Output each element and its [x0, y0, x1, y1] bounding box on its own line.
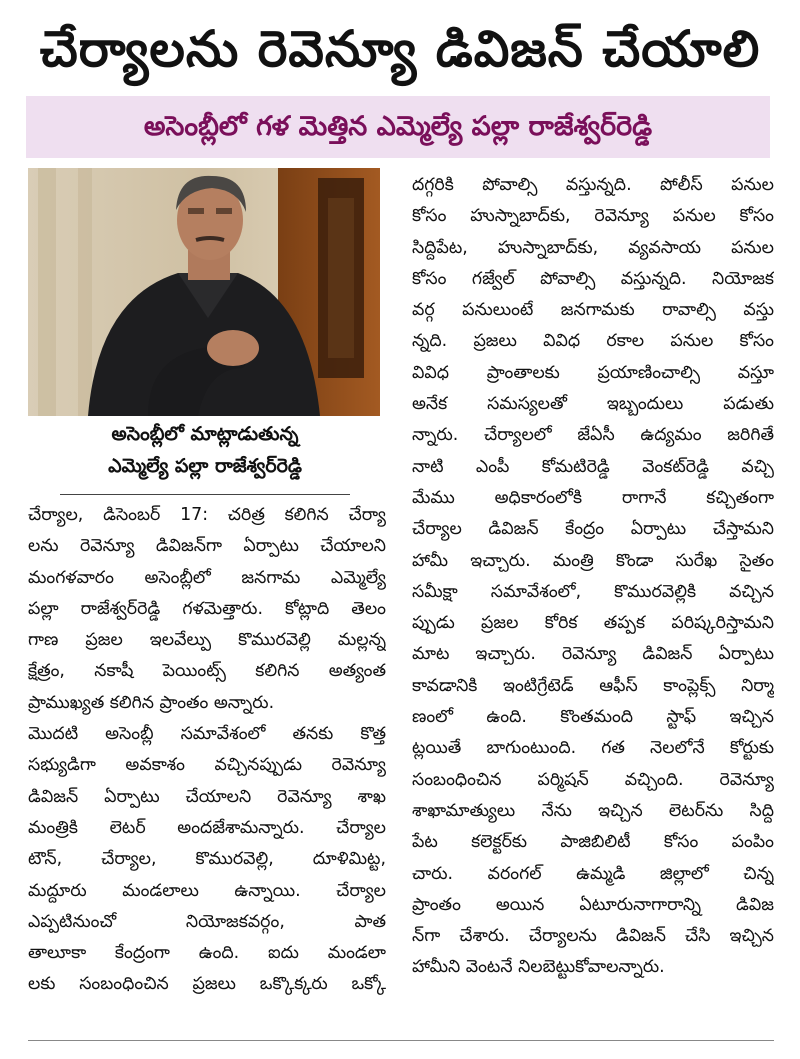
text-line: మంత్రికి లెటర్ అందజేశామన్నారు. చేర్యాల — [28, 817, 386, 838]
text-line: దగ్గరికి పోవాల్సి వస్తున్నది. పోలీస్ పనుల — [412, 175, 774, 195]
text-line: చేర్యాల, డిసెంబర్ 17: చరిత్ర కలిగిన చేర్యా — [28, 505, 386, 525]
text-line: సమీక్షా సమావేశంలో, కొమురవెల్లికి వచ్చిన — [412, 581, 774, 602]
text-line: పల్లా రాజేశ్వర్‌రెడ్డి గళమెత్తారు. కోట్లాది తెలం — [28, 598, 386, 619]
left-column — [28, 500, 386, 1001]
text-line: న్నారు. చేర్యాలలో జేఏసీ ఉద్యమం జరిగితే — [412, 425, 774, 446]
text-line: వివిధ ప్రాంతాలకు ప్రయాణించాల్సి వస్తూ — [412, 362, 774, 383]
text-line: అనేక సమస్యలతో ఇబ్బందులు పడుతు — [412, 394, 774, 415]
text-line: న్నది. ప్రజలు వివిధ రకాల పనుల కోసం — [412, 331, 774, 352]
text-line: మంగళవారం అసెంబ్లీలో జనగామ ఎమ్మెల్యే — [28, 567, 386, 588]
text-line: కోసం గజ్వేల్ పోవాల్సి వస్తున్నది. నియోజక — [412, 268, 774, 289]
caption-line-2: ఎమ్మెల్యే పల్లా రాజేశ్వర్‌రెడ్డి — [108, 455, 302, 477]
photo-caption — [60, 418, 350, 495]
photo-illustration — [28, 168, 380, 416]
text-line: మొదటి అసెంబ్లీ సమావేశంలో తనకు కొత్త — [28, 724, 386, 745]
text-line: ట్లయితే బాగుంటుంది. గత నెలలోనే కోర్టుకు — [412, 738, 774, 759]
mla-photo — [28, 168, 380, 416]
text-line: టౌన్, చేర్యాల, కొమురవెల్లి, దూళిమిట్ట, — [28, 849, 386, 870]
text-line: ఎప్పటినుంచో నియోజకవర్గం, పాత — [28, 911, 386, 932]
text-line: లను రెవెన్యూ డివిజన్‌గా ఏర్పాటు చేయాలని — [28, 536, 386, 557]
text-line: శాఖామాత్యులు నేను ఇచ్చిన లెటర్‌ను సిద్ది — [412, 800, 774, 821]
text-line: సిద్దిపేట, హుస్నాబాద్‌కు, వ్యవసాయ పనుల — [412, 237, 774, 258]
text-line: ప్రాంతం అయిన ఏటూరునాగారాన్ని డివిజ — [412, 894, 774, 915]
text-line: తాలూకా కేంద్రంగా ఉంది. ఐదు మండలా — [28, 943, 386, 964]
caption-line-1: అసెంబ్లీలో మాట్లాడుతున్న — [111, 423, 299, 445]
text-line: సంబంధించిన పర్మిషన్ వచ్చింది. రెవెన్యూ — [412, 769, 774, 790]
headline: చేర్యాలను రెవెన్యూ డివిజన్ చేయాలి — [39, 20, 761, 78]
text-line: సభ్యుడిగా అవకాశం వచ్చినప్పుడు రెవెన్యూ — [28, 755, 386, 776]
text-line: గాణ ప్రజల ఇలవేల్పు కొమురవెల్లి మల్లన్న — [28, 630, 386, 651]
text-line: కోసం హుస్నాబాద్‌కు, రెవెన్యూ పనుల కోసం — [412, 206, 774, 227]
right-column — [412, 170, 774, 984]
text-line: పేట కలెక్టర్‌కు పాజిబిలిటీ కోసం పంపిం — [412, 832, 774, 853]
text-line: హామీని వెంటనే నిలబెట్టుకోవాలన్నారు. — [412, 957, 665, 978]
text-line: మద్దూరు మండలాలు ఉన్నాయి. చేర్యాల — [28, 880, 386, 901]
text-line: చారు. వరంగల్ ఉమ్మడి జిల్లాలో చిన్న — [412, 863, 774, 884]
text-line: ణంలో ఉంది. కొంతమంది స్టాఫ్ ఇచ్చిన — [412, 707, 774, 728]
text-line: ప్పుడు ప్రజల కోరిక తప్పక పరిష్కరిస్తామని — [412, 613, 774, 634]
text-line: న్‌గా చేశారు. చేర్యాలను డివిజన్ చేసి ఇచ్చిన — [412, 926, 774, 947]
text-line: క్షేత్రం, నకాషీ పెయింట్స్ కలిగిన అత్యంత — [28, 661, 386, 682]
subheadline: అసెంబ్లీలో గళ మెత్తిన ఎమ్మెల్యే పల్లా రాజేశ్వర్‌రెడ్డి — [26, 96, 770, 158]
text-line: వర్గ పనులుంటే జనగామకు రావాల్సి వస్తు — [412, 300, 774, 321]
text-line: డివిజన్ ఏర్పాటు చేయాలని రెవెన్యూ శాఖ — [28, 786, 386, 807]
text-line: మేము అధికారంలోకి రాగానే కచ్చితంగా — [412, 487, 774, 508]
text-line: లకు సంబంధించిన ప్రజలు ఒక్కొక్కరు ఒక్కో — [28, 974, 386, 995]
text-line: మాట ఇచ్చారు. రెవెన్యూ డివిజన్ ఏర్పాటు — [412, 644, 774, 665]
text-line: నాటి ఎంపీ కోమటిరెడ్డి వెంకట్‌రెడ్డి వచ్చి — [412, 456, 774, 477]
text-line: ప్రాముఖ్యత కలిగిన ప్రాంతం అన్నారు. — [28, 692, 275, 713]
text-line: హామీ ఇచ్చారు. మంత్రి కొండా సురేఖ సైతం — [412, 550, 774, 571]
text-line: చేర్యాల డివిజన్ కేంద్రం ఏర్పాటు చేస్తామని — [412, 519, 774, 540]
text-line: కావడానికి ఇంటిగ్రేటెడ్ ఆఫీస్ కాంప్లెక్స్ నిర్మా — [412, 675, 774, 696]
bottom-divider — [28, 1040, 774, 1041]
